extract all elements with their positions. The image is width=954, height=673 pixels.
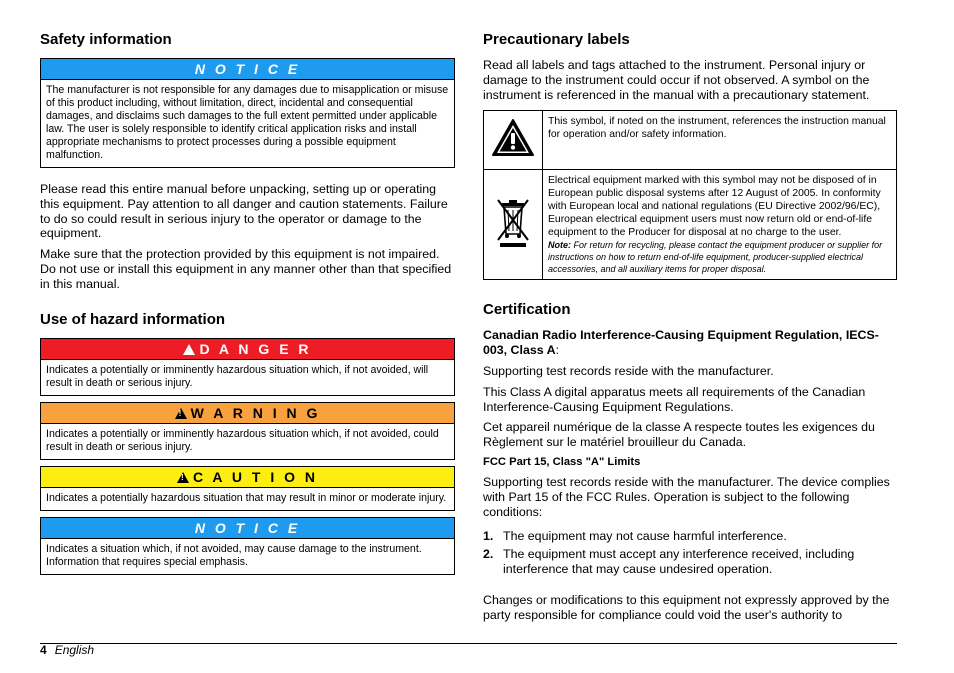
warning-box [40,402,455,460]
list-text: The equipment must accept any interference received, including interference that may cause undesired operation. [503,547,855,576]
crossed-out-wheelie-bin-icon [493,194,533,250]
notice-text: Indicates a situation which, if not avoided, may cause damage to the instrument. Information that requires special emphasis. [46,542,422,568]
fcc-heading: FCC Part 15, Class "A" Limits [483,455,641,468]
footer-divider [40,643,897,644]
precautionary-labels-heading: Precautionary labels [483,31,630,48]
note-text: For return for recycling, please contact the equipment producer or supplier for instructions on how to return end-of-life equipment, producer-supplied electrical accessories, and all auxiliary items for proper disposal. [548,240,883,275]
heading-suffix: : [555,343,560,358]
hazard-notice-box [40,517,455,575]
right-column [483,30,897,628]
page-number: 4 [40,643,47,657]
description-cell: This symbol, if noted on the instrument, references the instruction manual for operation and/or safety information. [543,111,897,170]
warning-triangle-icon [177,472,189,483]
hazard-information-heading: Use of hazard information [40,310,226,328]
caution-box [40,466,455,511]
warning-header [41,403,454,424]
danger-text: Indicates a potentially or imminently hazardous situation which, if not avoided, will result in death or serious injury. [46,363,429,389]
caution-header [41,467,454,488]
notice-header: N O T I C E [41,518,454,539]
cert-paragraph-2: This Class A digital apparatus meets all requirements of the Canadian Interference-Causing Equipment Regulations. [483,384,866,414]
note-label: Note: [548,240,571,251]
list-item [483,529,897,544]
conditions-list [483,529,897,576]
warning-text: Indicates a potentially or imminently hazardous situation which, if not avoided, could result in death or serious injury. [46,427,439,453]
safety-paragraph-2: Make sure that the protection provided by this equipment is not impaired. Do not use or install this equipment in any manner other than that specified in this manual. [40,247,452,291]
list-number: 2. [483,547,494,562]
list-text: The equipment may not cause harmful interference. [503,529,787,544]
canadian-regulation-title: Canadian Radio Interference-Causing Equipment Regulation, IECS-003, Class A [483,328,879,358]
cert-paragraph-3: Cet appareil numérique de la classe A respecte toutes les exigences du Règlement sur le matériel brouilleur du Canada. [483,420,875,450]
cert-paragraph-5: Changes or modifications to this equipment not expressly approved by the party responsible for compliance could void the user's authority to [483,592,890,622]
disposal-note [548,239,891,275]
footer-language: English [54,643,95,657]
warning-triangle-icon [175,408,187,419]
danger-header [41,339,454,360]
precautionary-labels-table [483,110,897,280]
page-footer [40,643,94,657]
table-row [484,170,897,280]
danger-box [40,338,455,396]
precaution-intro: Read all labels and tags attached to the instrument. Personal injury or damage to the instrument could occur if not observed. A symbol on the instrument is referenced in the manual with a precautionary statement. [483,58,870,102]
safety-information-heading: Safety information [40,31,172,48]
list-item [483,547,897,577]
caution-text: Indicates a potentially hazardous situation that may result in minor or moderate injury. [46,491,447,504]
description-cell [543,170,897,280]
symbol-cell [484,111,543,170]
symbol-cell [484,170,543,280]
certification-heading: Certification [483,301,571,319]
caution-label: C A U T I O N [192,468,319,485]
canadian-regulation-heading [483,328,897,358]
list-number: 1. [483,529,494,544]
danger-label: D A N G E R [199,340,312,357]
disposal-text: Electrical equipment marked with this symbol may not be disposed of in European public disposal systems after 12 August of 2005. In conformity with European local and national regulations (EU Directive 2002/96/EC), European electrical equipment users must now return old or end-of-life equipment to the Producer for disposal at no charge to the user. [548,175,881,238]
warning-triangle-icon [183,344,195,355]
warning-triangle-icon [491,118,535,158]
notice-text: The manufacturer is not responsible for any damages due to misapplication or misuse of this product including, without limitation, direct, incidental and consequential damages, and disclaims such damages to the full extent permitted under applicable law. The user is solely responsible to identify critical application risks and install appropriate mechanisms to protect processes during a possible equipment malfunction. [46,84,449,161]
left-column [40,30,455,581]
safety-notice-box [40,58,455,168]
cert-paragraph-4: Supporting test records reside with the manufacturer. The device complies with Part 15 of the FCC Rules. Operation is subject to the following conditions: [483,474,890,519]
warning-label: W A R N I N G [190,404,321,421]
safety-paragraph-1: Please read this entire manual before unpacking, setting up or operating this equipment. Pay attention to all danger and caution statements. Failure to do so could result in serious injury to the operator or damage to the equipment. [40,182,448,241]
cert-paragraph-1: Supporting test records reside with the manufacturer. [483,363,774,378]
table-row [484,111,897,170]
notice-header: N O T I C E [41,59,454,80]
